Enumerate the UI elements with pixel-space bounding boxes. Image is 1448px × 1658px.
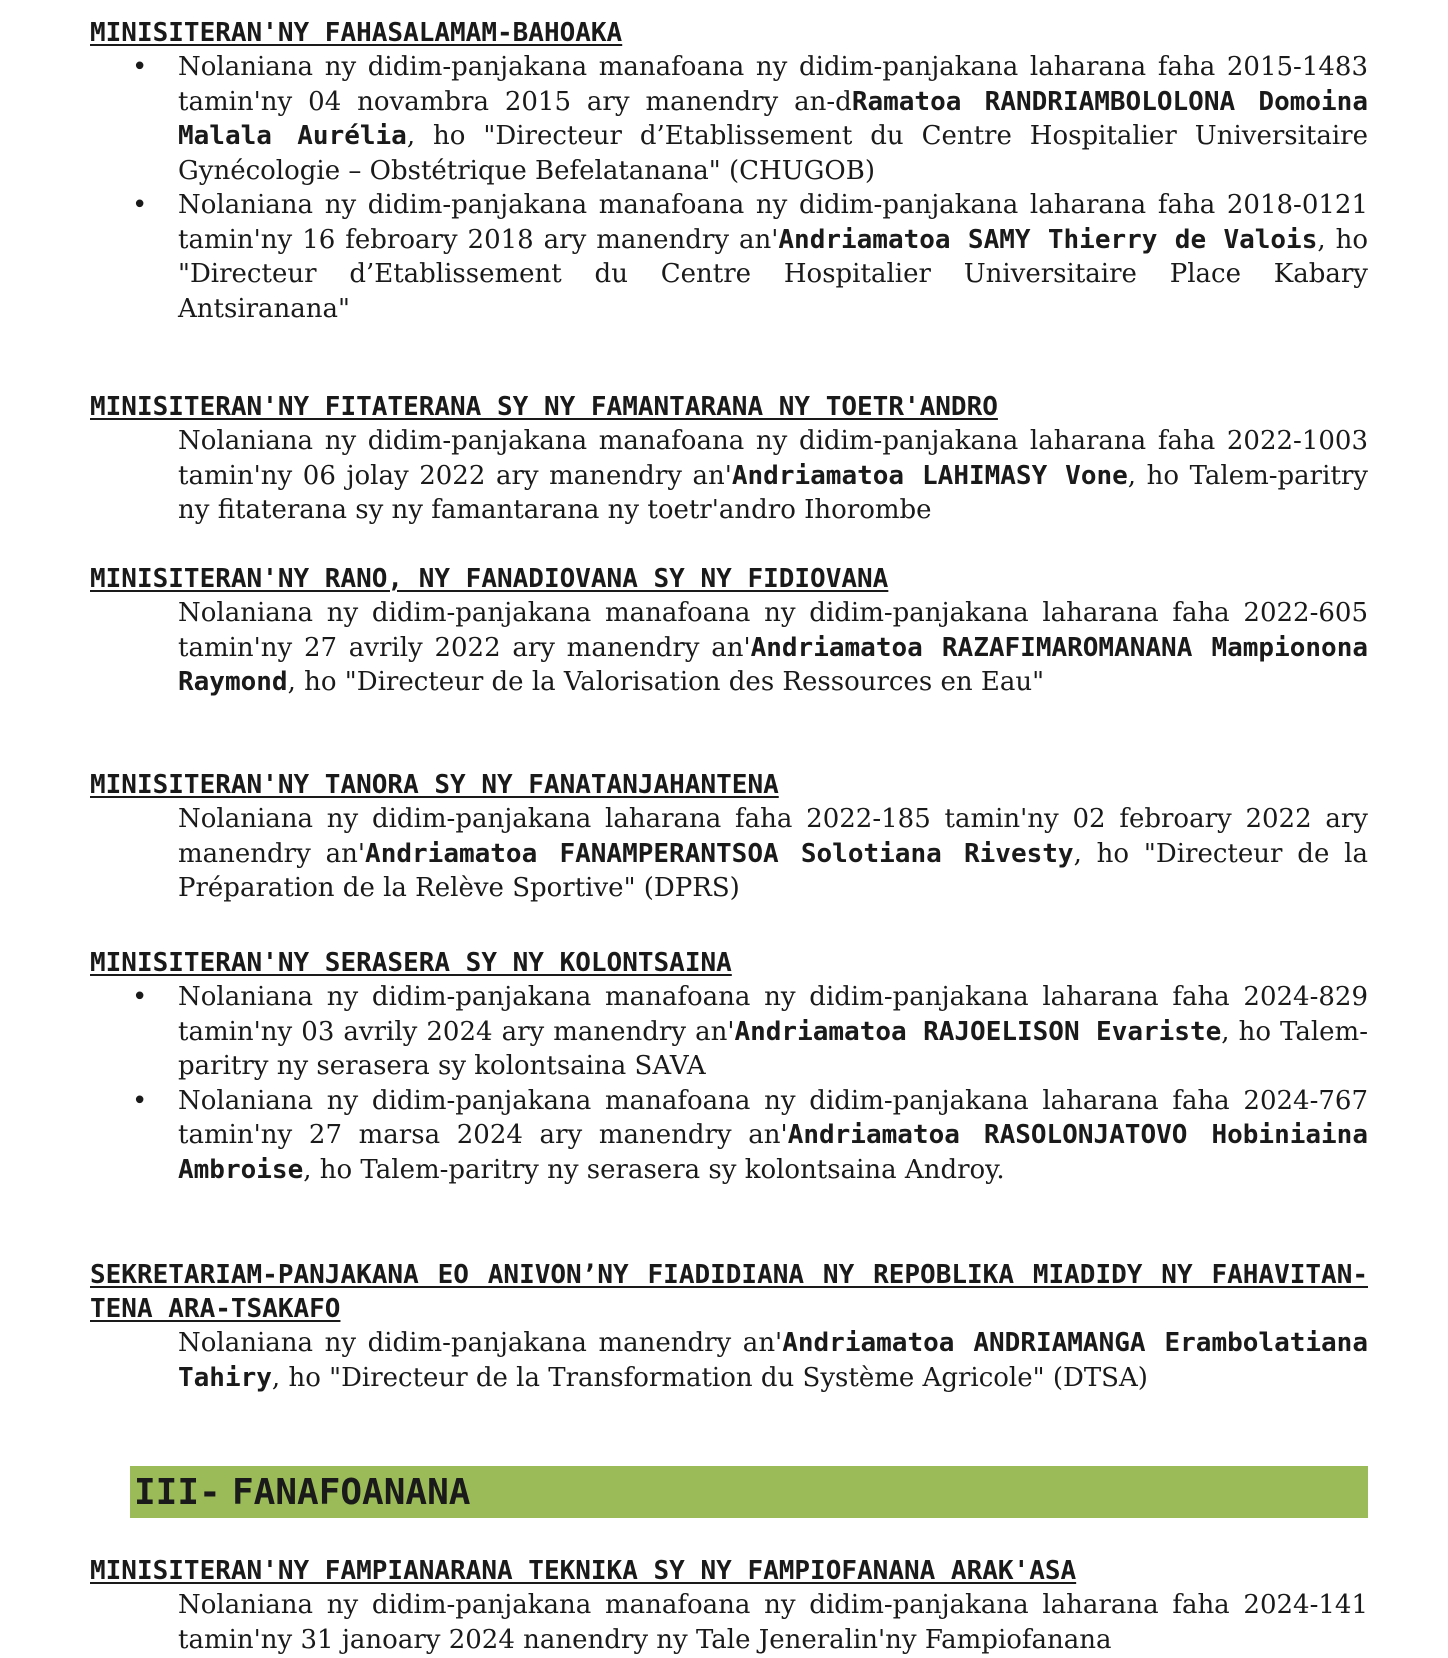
section-heading: MINISITERAN'NY FAHASALAMAM-BAHOAKA — [90, 18, 623, 48]
list-item — [90, 1084, 1368, 1188]
list-item — [90, 980, 1368, 1084]
bullet-icon: • — [132, 982, 148, 1012]
appointee-name: Andriamatoa RAZAFIMAROMANANA Mampionona Raymond — [178, 632, 1368, 697]
section-transport — [90, 390, 1368, 528]
bullet-icon: • — [132, 190, 148, 220]
decree-text: Nolaniana ny didim-panjakana manafoana ny didim-panjakana laharana faha 2022-605 tamin'ny 27 avrily 2022 ary manendry an'Andriamatoa RAZAFIMAROMANANA Mampionona Raymond, ho "Directeur de la Valorisation des Ressources en Eau" — [178, 598, 1368, 697]
decree-text: Nolaniana ny didim-panjakana manafoana ny didim-panjakana laharana faha 2024-829 tamin'ny 03 avrily 2024 ary manendry an'Andriamatoa RAJOELISON Evariste, ho Talem-paritry ny serasera sy kolontsaina SAVA — [178, 982, 1368, 1081]
decree-text: Nolaniana ny didim-panjakana manafoana ny didim-panjakana laharana faha 2024-141 tamin'ny 31 janoary 2024 nanendry ny Tale Jeneralin'ny Fampiofanana — [178, 1590, 1368, 1655]
appointee-name: Andriamatoa LAHIMASY Vone — [731, 460, 1128, 491]
bullet-icon: • — [132, 1085, 148, 1116]
section-heading: MINISITERAN'NY FITATERANA SY NY FAMANTARANA NY TOETR'ANDRO — [90, 392, 998, 422]
section-water — [90, 562, 1368, 700]
decree-text: Nolaniana ny didim-panjakana laharana faha 2022-185 tamin'ny 02 febroary 2022 ary manendry an'Andriamatoa FANAMPERANTSOA Solotiana Rivesty, ho "Directeur de la Préparation de la Relève Sportive" (DPRS) — [178, 804, 1368, 903]
decree-text: Nolaniana ny didim-panjakana manafoana ny didim-panjakana laharana faha 2022-1003 tamin'ny 06 jolay 2022 ary manendry an'Andriamatoa LAHIMASY Vone, ho Talem-paritry ny fitaterana sy ny famantarana ny toetr'andro Ihorombe — [178, 426, 1368, 525]
section-heading: SEKRETARIAM-PANJAKANA EO ANIVON’NY FIADIDIANA NY REPOBLIKA MIADIDY NY FAHAVITAN-TENA ARA-TSAKAFO — [90, 1260, 1368, 1324]
appointee-name: Andriamatoa SAMY Thierry de Valois — [778, 224, 1318, 255]
section-communication-culture — [90, 946, 1368, 1187]
appointee-name: Andriamatoa ANDRIAMANGA Erambolatiana Tahiry — [178, 1328, 1368, 1393]
appointee-name: Andriamatoa RAJOELISON Evariste — [734, 1016, 1222, 1047]
section-banner — [130, 1466, 1368, 1518]
banner-number: III- — [134, 1471, 221, 1513]
decree-text: Nolaniana ny didim-panjakana manafoana ny didim-panjakana laharana faha 2018-0121 tamin'ny 16 febroary 2018 ary manendry an'Andriamatoa SAMY Thierry de Valois, ho "Directeur d’Etablissement du Centre Hospitalier Universitaire Place Kabary Antsiranana" — [178, 190, 1368, 324]
decree-text: Nolaniana ny didim-panjakana manafoana ny didim-panjakana laharana faha 2024-767 tamin'ny 27 marsa 2024 ary manendry an'Andriamatoa RASOLONJATOVO Hobiniaina Ambroise, ho Talem-paritry ny serasera sy kolontsaina Androy. — [178, 1085, 1368, 1185]
appointee-name: Ramatoa RANDRIAMBOLOLONA Domoina Malala Aurélia — [178, 86, 1368, 151]
bullet-icon: • — [132, 52, 148, 82]
section-heading: MINISITERAN'NY SERASERA SY NY KOLONTSAINA — [90, 948, 732, 978]
decree-text: Nolaniana ny didim-panjakana manendry an'Andriamatoa ANDRIAMANGA Erambolatiana Tahiry, ho "Directeur de la Transformation du Système Agricole" (DTSA) — [178, 1328, 1368, 1393]
section-heading: MINISITERAN'NY TANORA SY NY FANATANJAHANTENA — [90, 770, 779, 800]
list-item — [90, 188, 1368, 326]
list-item — [90, 50, 1368, 188]
section-technical-education — [90, 1554, 1368, 1657]
appointee-name: Andriamatoa RASOLONJATOVO Hobiniaina Ambroise — [178, 1120, 1368, 1185]
section-health — [90, 16, 1368, 326]
section-heading: MINISITERAN'NY FAMPIANARANA TEKNIKA SY NY FAMPIOFANANA ARAK'ASA — [90, 1556, 1077, 1586]
section-heading: MINISITERAN'NY RANO, NY FANADIOVANA SY NY FIDIOVANA — [90, 564, 889, 594]
section-secretariat — [90, 1258, 1368, 1395]
decree-text: Nolaniana ny didim-panjakana manafoana ny didim-panjakana laharana faha 2015-1483 tamin'ny 04 novambra 2015 ary manendry an-dRamatoa RANDRIAMBOLOLONA Domoina Malala Aurélia, ho "Directeur d’Etablissement du Centre Hospitalier Universitaire Gynécologie – Obstétrique Befelatanana" (CHUGOB) — [178, 52, 1368, 186]
section-youth-sport — [90, 768, 1368, 906]
appointee-name: Andriamatoa FANAMPERANTSOA Solotiana Rivesty — [365, 838, 1074, 869]
banner-title: FANAFOANANA — [232, 1471, 471, 1513]
